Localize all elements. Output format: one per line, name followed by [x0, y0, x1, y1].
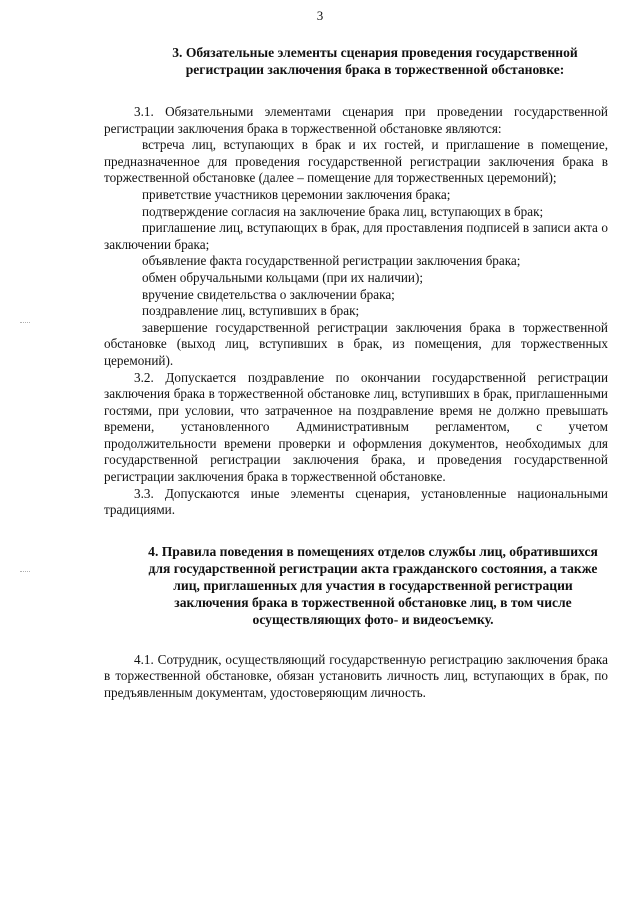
list-item: поздравление лиц, вступивших в брак;: [142, 303, 360, 319]
list-item: приглашение лиц, вступающих в брак, для проставления подписей в записи акта о заключении брака;: [104, 220, 608, 252]
margin-mark: [20, 571, 30, 574]
section-gap: [104, 519, 608, 543]
list-item: приветствие участников церемонии заключения брака;: [142, 186, 451, 202]
list-item: объявление факта государственной регистрации заключения брака;: [142, 253, 521, 269]
list-item: вручение свидетельства о заключении брака;: [142, 286, 395, 302]
paragraph-4-1: 4.1. Сотрудник, осуществляющий государственную регистрацию заключения брака в торжественной обстановке, обязан установить личность лиц, вступающих в брак, по предъявленным документам, удостоверяющим личность.: [104, 651, 608, 701]
section-4-title: 4. Правила поведения в помещениях отделов службы лиц, обратившихся для государственной регистрации акта гражданского состояния, а также лиц, приглашенных для участия в государственной регистрации заключения брака в торжественной обстановке лиц, в том числе осуществляющих фото- и видеосъемку.: [148, 543, 598, 627]
list-item: встреча лиц, вступающих в брак и их гостей, и приглашение в помещение, предназначенное для проведения государственной регистрации заключения брака в торжественной обстановке (далее – помещение для торжественных церемоний);: [104, 137, 608, 186]
margin-mark: [20, 322, 30, 325]
list-item: обмен обручальными кольцами (при их наличии);: [142, 269, 424, 285]
list-item: подтверждение согласия на заключение брака лиц, вступающих в брак;: [142, 203, 544, 219]
section-3-title: 3. Обязательные элементы сценария проведения государственной регистрации заключения брака в торжественной обстановке:: [172, 45, 578, 77]
paragraph-3-3: 3.3. Допускаются иные элементы сценария, установленные национальными традициями.: [104, 485, 608, 518]
list-item: завершение государственной регистрации заключения брака в торжественной обстановке (выход лиц, вступивших в брак, из помещения, для торжественных церемоний).: [104, 319, 608, 368]
document-body: [104, 44, 608, 702]
page-number: 3: [316, 8, 324, 23]
paragraph-3-2: 3.2. Допускается поздравление по окончании государственной регистрации заключения брака в торжественной обстановке лиц, вступивших в брак, приглашенными гостями, при условии, что затраченное на поздравление время не должно превышать времени, установленного Административным регламентом, с учетом продолжительности времени проверки и оформления документов, необходимых для государственной регистрации заключения брака, и проведения государственной регистрации заключения брака в торжественной обстановке.: [104, 369, 608, 485]
paragraph-3-1: 3.1. Обязательными элементами сценария при проведении государственной регистрации заключения брака в торжественной обстановке являются:: [104, 104, 608, 136]
